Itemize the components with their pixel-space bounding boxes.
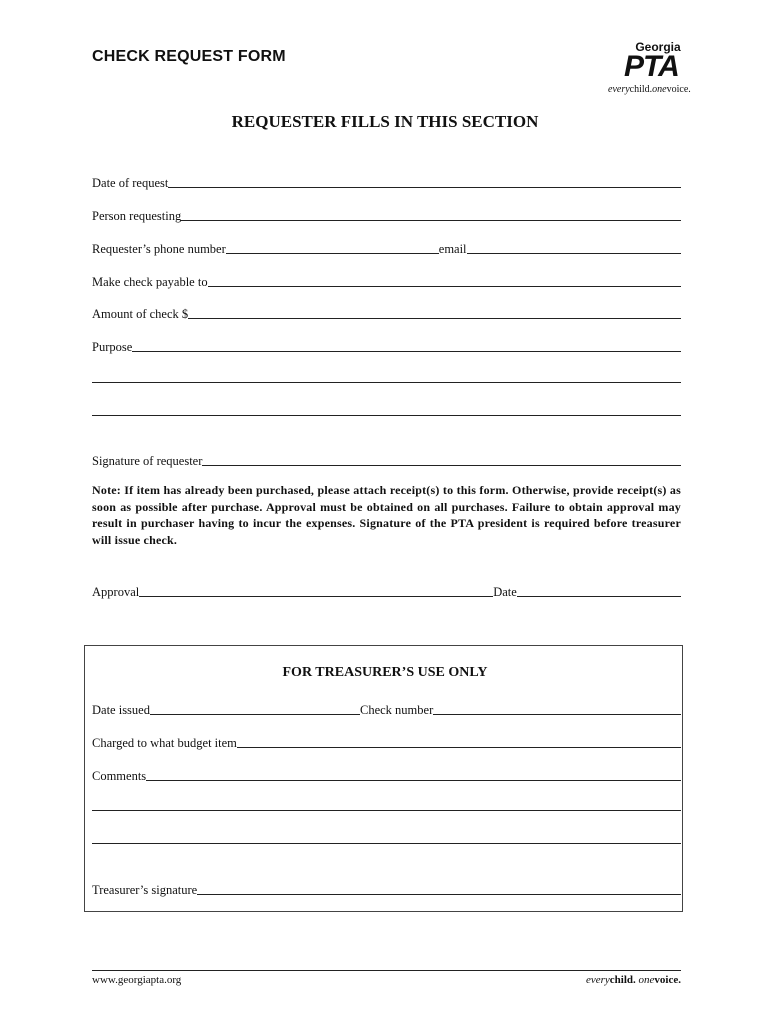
purpose-line-2[interactable] [92,382,681,383]
approval-label: Approval [92,585,140,599]
date-issued-field[interactable] [150,714,360,715]
person-requesting-field[interactable] [181,220,681,221]
phone-field[interactable] [226,253,439,254]
date-of-request-label: Date of request [92,176,169,190]
approval-field[interactable] [139,596,493,597]
footer-divider [92,970,681,971]
budget-item-row [92,732,681,750]
date-issued-row [92,699,681,717]
purpose-field[interactable] [132,351,681,352]
comments-line-3[interactable] [92,843,681,844]
purpose-label: Purpose [92,340,133,354]
form-title: CHECK REQUEST FORM [92,48,286,65]
purpose-line-3[interactable] [92,415,681,416]
treasurer-signature-row [92,879,681,897]
phone-email-row [92,238,681,256]
comments-label: Comments [92,769,147,783]
check-number-label: Check number [359,703,434,717]
requester-section-heading: REQUESTER FILLS IN THIS SECTION [231,112,539,131]
logo-state: Georgia [635,40,681,54]
logo-pta: PTA [624,50,679,83]
approval-date-label: Date [493,585,517,599]
payable-to-label: Make check payable to [92,275,208,289]
check-number-field[interactable] [433,714,681,715]
requester-signature-label: Signature of requester [92,454,203,468]
logo-tagline: everychild.onevoice. [608,84,691,95]
approval-date-field[interactable] [517,596,681,597]
amount-label: Amount of check $ [92,307,189,321]
requester-signature-row [92,450,681,468]
date-of-request-field[interactable] [168,187,681,188]
treasurer-section-heading: FOR TREASURER’S USE ONLY [282,665,488,680]
comments-row [92,765,681,783]
payable-to-field[interactable] [208,286,681,287]
treasurer-signature-label: Treasurer’s signature [92,883,198,897]
amount-field[interactable] [188,318,681,319]
budget-item-label: Charged to what budget item [92,736,237,750]
footer-tagline: everychild. onevoice. [585,974,681,986]
treasurer-signature-field[interactable] [197,894,681,895]
requester-signature-field[interactable] [202,465,681,466]
email-label: email [438,242,467,256]
person-requesting-row [92,205,681,223]
payable-to-row [92,271,681,289]
comments-line-2[interactable] [92,810,681,811]
purpose-row [92,336,681,354]
email-field[interactable] [467,253,681,254]
person-requesting-label: Person requesting [92,209,182,223]
footer-website: www.georgiapta.org [92,974,182,986]
date-of-request-row [92,172,681,190]
comments-field[interactable] [146,780,681,781]
georgia-pta-logo [606,40,710,100]
phone-label: Requester’s phone number [92,242,226,256]
purchase-note: Note: If item has already been purchased, please attach receipt(s) to this form. Otherwise, provide receipt(s) as soon as possible after purchase. Approval must be obtained on all purchases. Failure to obtain approval may result in purchaser having to incur the expenses. Signature of the PTA president is required before treasurer will issue check. [92,483,681,547]
budget-item-field[interactable] [237,747,681,748]
amount-row [92,303,681,321]
date-issued-label: Date issued [92,703,150,717]
approval-row [92,581,681,599]
